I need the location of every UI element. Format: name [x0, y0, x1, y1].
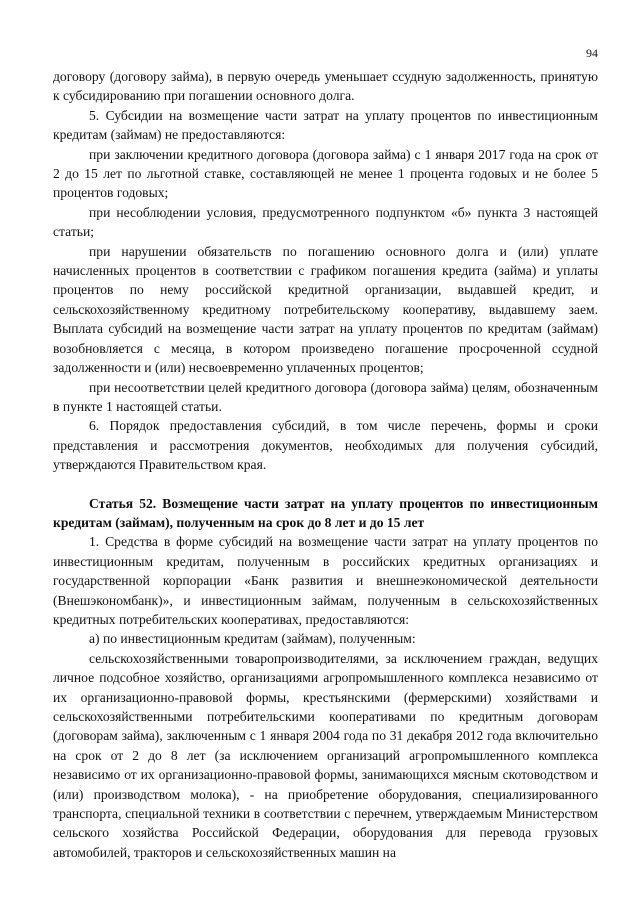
paragraph: при несоответствии целей кредитного договора (договора займа) целям, обозначенным в пункте 1 настоящей статьи. — [53, 379, 598, 414]
paragraph: договору (договору займа), в первую очередь уменьшает ссудную задолженность, принятую к субсидированию при погашении основного долга. — [53, 69, 598, 104]
paragraph: при несоблюдении условия, предусмотренного подпунктом «б» пункта 3 настоящей статьи; — [53, 204, 598, 240]
paragraph: при нарушении обязательств по погашению основного долга и (или) уплате начисленных процентов в соответствии с графиком погашения кредита (займа) и уплаты процентов по нему российской кредитной организации, выдавшей кредит, и сельскохозяйственному кредитному потребительскому кооперативу, выдавшему заем. Выплата субсидий на возмещение части затрат на уплату процентов по кредитам (займам) возобновляется с месяца, в котором произведено погашение просроченной ссудной задолженности и (или) несвоевременно уплаченных процентов; — [53, 243, 598, 376]
document-body — [53, 67, 598, 862]
paragraph: 1. Средства в форме субсидий на возмещение части затрат на уплату процентов по инвестиционным кредитам, полученным в российских кредитных организациях и государственной корпорации «Банк развития и внешнеэкономической деятельности (Внешэкономбанк)», и инвестиционным займам, полученным в сельскохозяйственных кредитных потребительских кооперативах, предоставляются: — [53, 534, 598, 627]
paragraph: при заключении кредитного договора (договора займа) с 1 января 2017 года на срок от 2 до 15 лет по льготной ставке, составляющей не менее 1 процента годовых и не более 5 процентов годовых; — [53, 146, 598, 201]
page-number: 94 — [586, 46, 598, 60]
paragraph: 5. Субсидии на возмещение части затрат на уплату процентов по инвестиционным кредитам (займам) не предоставляются: — [53, 107, 598, 143]
paragraph: а) по инвестиционным кредитам (займам), полученным: — [89, 631, 416, 647]
article-heading: Статья 52. Возмещение части затрат на уплату процентов по инвестиционным кредитам (займам), полученным на срок до 8 лет и до 15 лет — [53, 495, 598, 530]
paragraph: 6. Порядок предоставления субсидий, в том числе перечень, формы и сроки представления и рассмотрения документов, необходимых для получения субсидий, утверждаются Правительством края. — [53, 418, 598, 473]
paragraph: сельскохозяйственными товаропроизводителями, за исключением граждан, ведущих личное подсобное хозяйство, организациями агропромышленного комплекса независимо от их организационно-правовой формы, крестьянскими (фермерскими) хозяйствами и сельскохозяйственными потребительскими кооперативами по кредитным договорам (договорам займа), заключенным с 1 января 2004 года по 31 декабря 2012 года включительно на срок от 2 до 8 лет (за исключением организаций агропромышленного комплекса независимо от их организационно-правовой формы, занимающихся мясным скотоводством и (или) производством молока), - на приобретение оборудования, специализированного транспорта, специальной техники в соответствии с перечнем, утверждаемым Министерством сельского хозяйства Российской Федерации, оборудования для перевода грузовых автомобилей, тракторов и сельскохозяйственных машин на — [53, 650, 598, 860]
